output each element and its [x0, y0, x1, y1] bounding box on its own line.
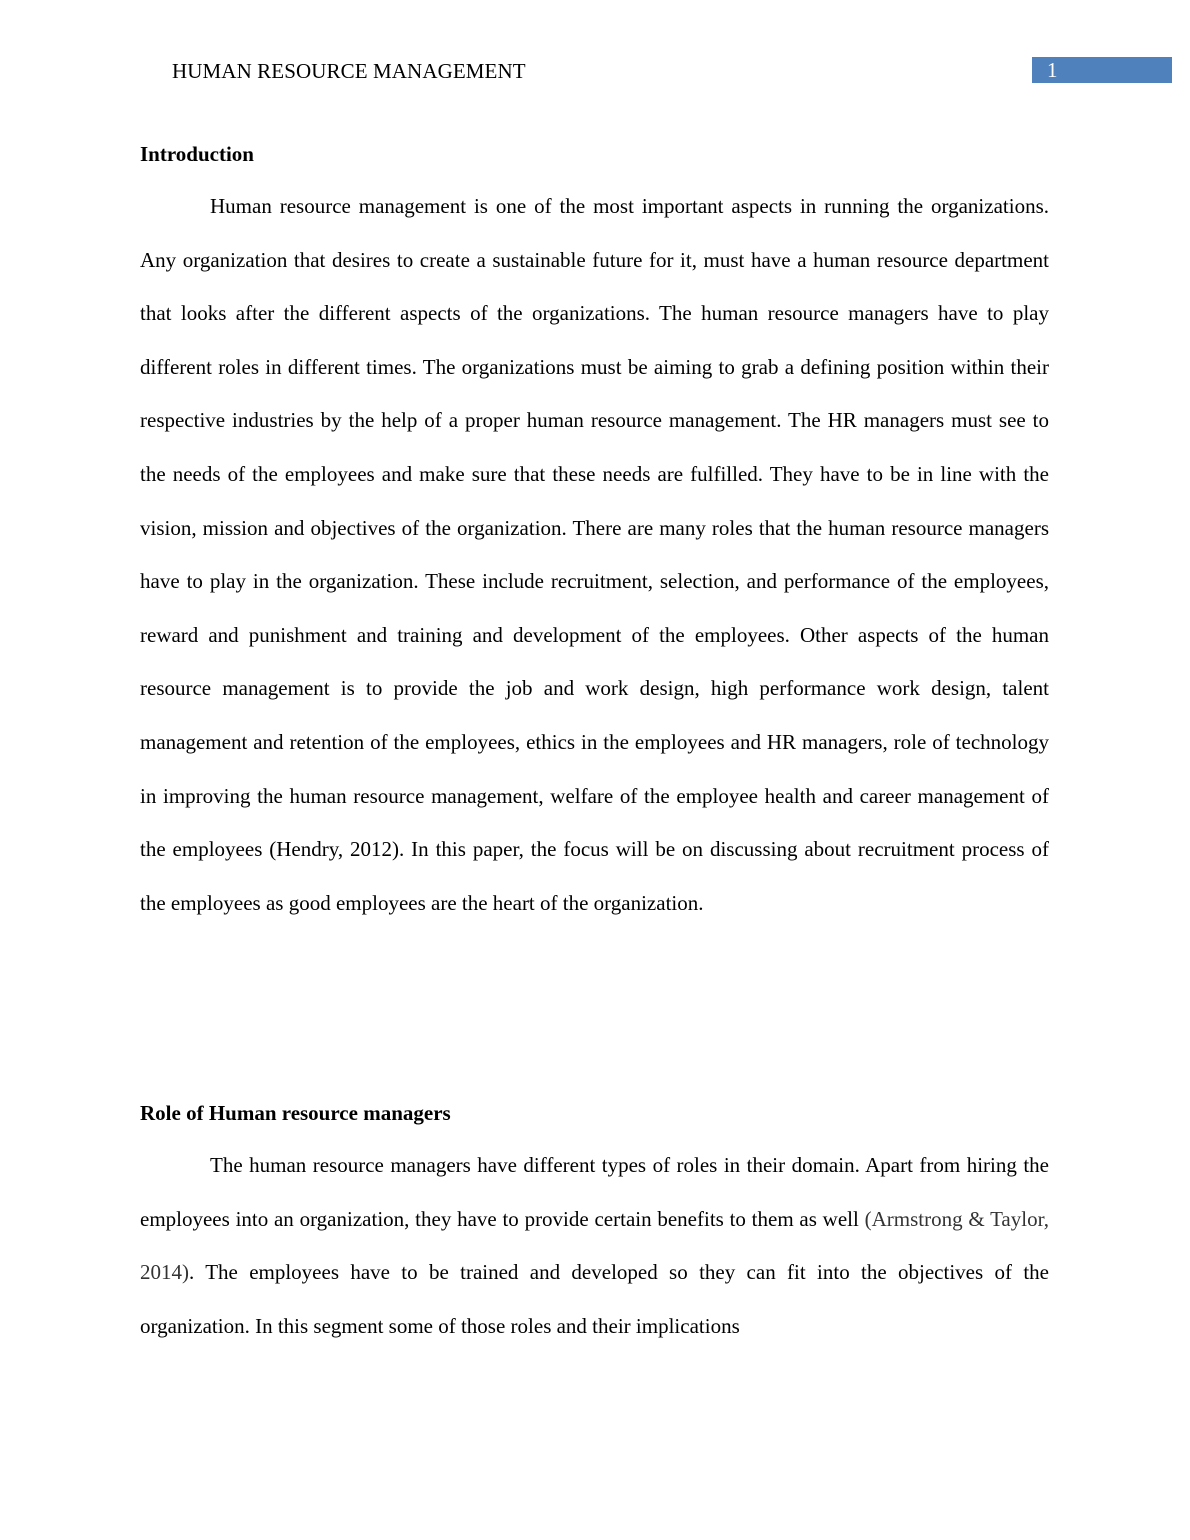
running-head: HUMAN RESOURCE MANAGEMENT: [172, 59, 526, 83]
paragraph-role-of-hr-managers: [140, 1139, 1049, 1353]
citation-armstrong-taylor: (Armstrong & Taylor, 2014): [140, 1206, 1049, 1285]
page-number-box: [1032, 57, 1172, 83]
paragraph-text-after-citation: . The employees have to be trained and developed so they can fit into the objectives of the organization. In this segment some of those roles and their implications: [140, 1260, 1049, 1338]
page-number: 1: [1047, 58, 1058, 82]
paragraph-text-before-citation: The human resource managers have different types of roles in their domain. Apart from hiring the employees into an organization, they have to provide certain benefits to them as well: [140, 1153, 1049, 1231]
section-heading-introduction: Introduction: [140, 142, 254, 166]
section-heading-role-of-hr-managers: Role of Human resource managers: [140, 1101, 451, 1125]
paragraph-introduction: Human resource management is one of the most important aspects in running the organizations. Any organization that desires to create a sustainable future for it, must have a human resource department that looks after the different aspects of the organizations. The human resource managers have to play different roles in different times. The organizations must be aiming to grab a defining position within their respective industries by the help of a proper human resource management. The HR managers must see to the needs of the employees and make sure that these needs are fulfilled. They have to be in line with the vision, mission and objectives of the organization. There are many roles that the human resource managers have to play in the organization. These include recruitment, selection, and performance of the employees, reward and punishment and training and development of the employees. Other aspects of the human resource management is to provide the job and work design, high performance work design, talent management and retention of the employees, ethics in the employees and HR managers, role of technology in improving the human resource management, welfare of the employee health and career management of the employees (Hendry, 2012). In this paper, the focus will be on discussing about recruitment process of the employees as good employees are the heart of the organization.: [140, 194, 1049, 915]
